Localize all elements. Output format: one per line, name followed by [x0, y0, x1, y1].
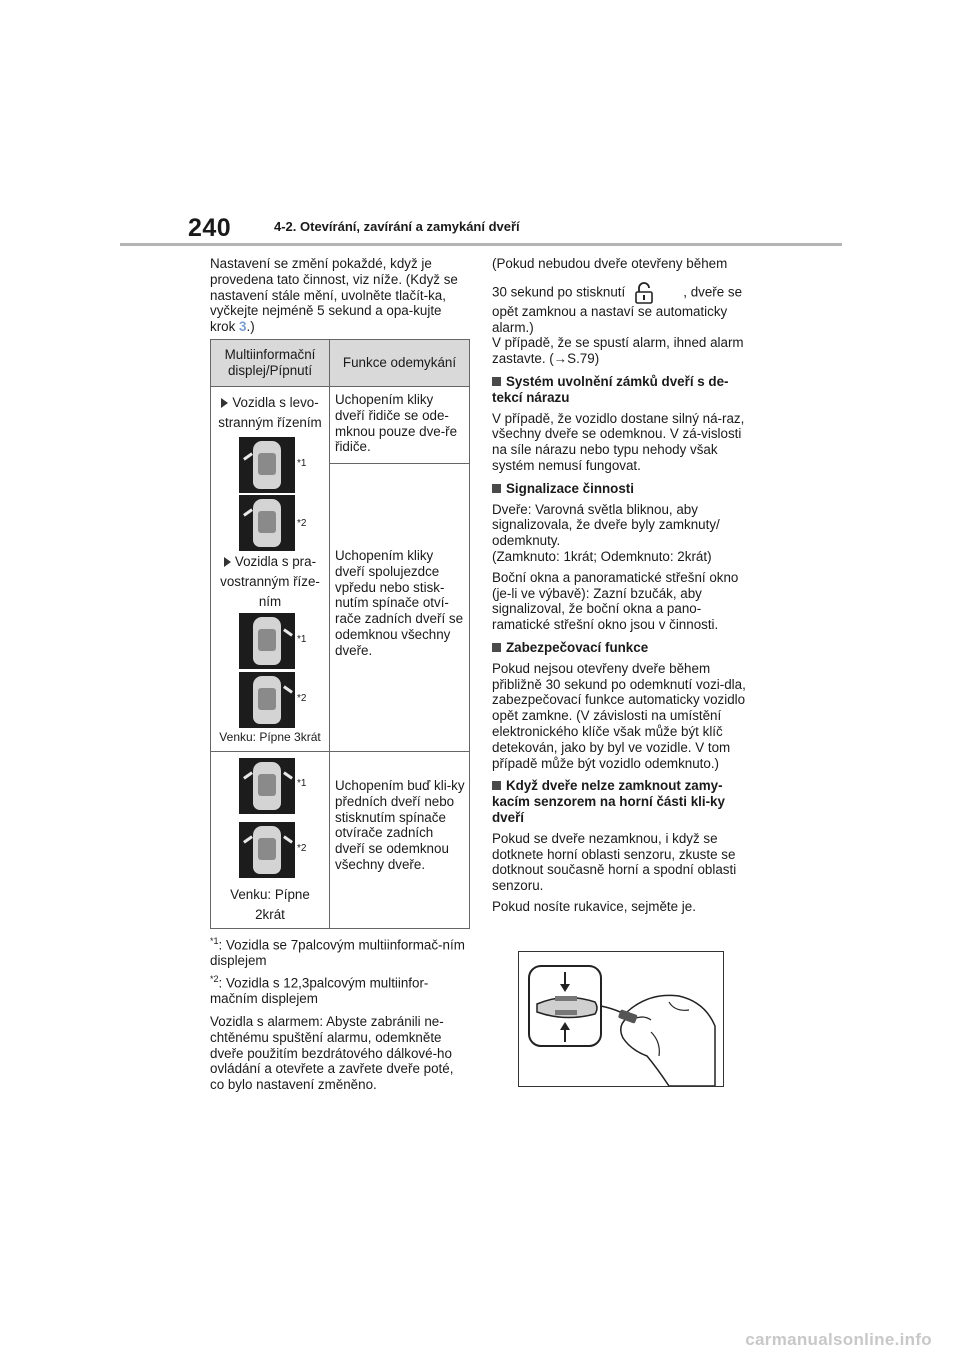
gloves-text: Pokud nosíte rukavice, sejměte je. — [492, 898, 696, 914]
auto-relock-text-2 — [492, 282, 754, 336]
triangle-icon — [224, 557, 231, 567]
footnote-mark: *1 — [297, 634, 307, 645]
unlock-function-all: Uchopením kliky dveří spolujezdce vpředu nebo stisk-nutím spínače otví-rače zadních dveří se odemknou všechny dveře. — [335, 548, 464, 658]
lhd-label-text: Vozidla s levo-stranným řízením — [218, 395, 322, 430]
door-handle-sensor-image — [519, 952, 723, 1086]
right-column — [492, 256, 754, 915]
col-header-display: Multiinformační displej/Pípnutí — [211, 340, 330, 387]
footnote-mark: *1 — [297, 778, 307, 789]
col-header-function: Funkce odemykání — [330, 340, 469, 387]
impact-text: V případě, že vozidlo dostane silný ná-raz, všechny dveře se odemknou. V zá-vislosti na síle nárazu nebo typu nehody však systém nemusí fungovat. — [492, 410, 745, 473]
footnote-1 — [210, 934, 470, 969]
footnote-mark: *2 — [297, 518, 307, 529]
footnote-mark: *1 — [297, 458, 307, 469]
heading-text: Zabezpečovací funkce — [506, 639, 649, 655]
car-door-icon — [239, 672, 295, 728]
beep-3x: Venku: Pípne 3krát — [219, 730, 321, 744]
relock-text: , dveře se opět zamknou a nastaví se automaticky alarm.) — [492, 284, 743, 335]
car-door-icon — [239, 822, 295, 878]
heading-text: Když dveře nelze zamknout zamy-kacím senzorem na horní části kli-ky dveří — [492, 778, 725, 825]
car-door-icon — [239, 758, 295, 814]
unlock-icon — [635, 282, 653, 304]
footnote-1-mark: *1 — [210, 936, 219, 946]
rhd-label-text: Vozidla s pra-vostranným říze-ním — [220, 554, 320, 609]
heading-text: Systém uvolnění zámků dveří s de-tekcí nárazu — [492, 373, 729, 405]
square-bullet-icon — [492, 484, 501, 493]
page-number: 240 — [188, 214, 232, 242]
signal-text: Dveře: Varovná světla bliknou, aby signalizovala, že dveře byly zamknuty/ odemknuty. — [492, 501, 720, 549]
intro-text-end: .) — [246, 319, 255, 335]
section-heading-signal — [492, 481, 754, 497]
unlock-settings-table — [210, 339, 470, 929]
sensor-text: Pokud se dveře nezamknou, i když se dotknete horní oblasti senzoru, zkuste se dotknout současně horní a spodní oblasti senzoru. — [492, 830, 737, 894]
car-door-icon — [239, 613, 295, 669]
row-divider — [211, 751, 469, 752]
square-bullet-icon — [492, 643, 501, 652]
header-rule — [120, 243, 842, 246]
unlock-function-driver: Uchopením kliky dveří řidiče se ode-mknou pouze dve-ře řidiče. — [335, 392, 458, 455]
alarm-note: Vozidla s alarmem: Abyste zabránili ne-chtěnému spuštění alarmu, odemkněte dveře použitím bezdrátového dálkové-ho ovládání a otevřete a zavřete dveře poté, co bylo nastavení změněno. — [210, 1014, 454, 1093]
footnote-2 — [210, 972, 470, 1007]
footnote-2-mark: *2 — [210, 974, 219, 984]
door-handle-illustration — [518, 951, 724, 1087]
intro-paragraph — [210, 256, 470, 335]
beep-2x: Venku: Pípne 2krát — [230, 887, 310, 922]
alarm-stop-text: V případě, že se spustí alarm, ihned alarm zastavte. (→S.79) — [492, 335, 744, 367]
table-divider — [329, 386, 330, 928]
section-heading-impact — [492, 374, 754, 406]
auto-relock-text: (Pokud nebudou dveře otevřeny během — [492, 256, 728, 271]
footnote-1-text: : Vozidla se 7palcovým multiinformač-ním displejem — [210, 937, 465, 969]
triangle-icon — [221, 398, 228, 408]
rhd-label — [213, 552, 327, 612]
signal-count-text: (Zamknuto: 1krát; Odemknuto: 2krát) — [492, 548, 712, 564]
intro-text: Nastavení se změní pokaždé, když je provedena tato činnost, viz níže. (Když se nastavení stále mění, uvolněte tlačít-ka, vyčkejte nejméně 5 sekund a opa-kujte krok — [210, 256, 458, 335]
heading-text: Signalizace činnosti — [506, 480, 634, 496]
unlock-function-both: Uchopením buď kli-ky předních dveří nebo stisknutím spínače otvírače zadních dveří se odemknou všechny dveře. — [335, 778, 465, 872]
footnote-2-text: : Vozidla s 12,3palcovým multiinfor-mačním displejem — [210, 975, 429, 1007]
windows-signal-text: Boční okna a panoramatické střešní okno (je-li ve výbavě): Zazní bzučák, aby signalizoval, že boční okna a pano-ramatické střešní okno jsou v činnosti. — [492, 569, 739, 633]
footnote-mark: *2 — [297, 693, 307, 704]
footnote-mark: *2 — [297, 843, 307, 854]
row-divider — [330, 463, 469, 464]
square-bullet-icon — [492, 377, 501, 386]
press-text: 30 sekund po stisknutí — [492, 284, 626, 300]
section-heading-security — [492, 640, 754, 656]
security-text: Pokud nejsou otevřeny dveře během přibližně 30 sekund po odemknutí vozi-dla, zabezpečovací funkce automaticky vozidlo opět zamkne. (V závislosti na umístění elektronického klíče však může být klíč detekován, jako by byl ve vozidle. V tom případě může být vozidlo odemknuto.) — [492, 660, 746, 771]
step-number: 3 — [239, 319, 247, 335]
section-heading-sensor — [492, 778, 754, 825]
car-door-icon — [239, 495, 295, 551]
car-door-icon — [239, 437, 295, 493]
square-bullet-icon — [492, 781, 501, 790]
watermark: carmanualsonline.info — [745, 1330, 932, 1349]
left-column — [210, 256, 470, 335]
lhd-label — [213, 393, 327, 433]
section-title: 4-2. Otevírání, zavírání a zamykání dveří — [274, 219, 520, 234]
